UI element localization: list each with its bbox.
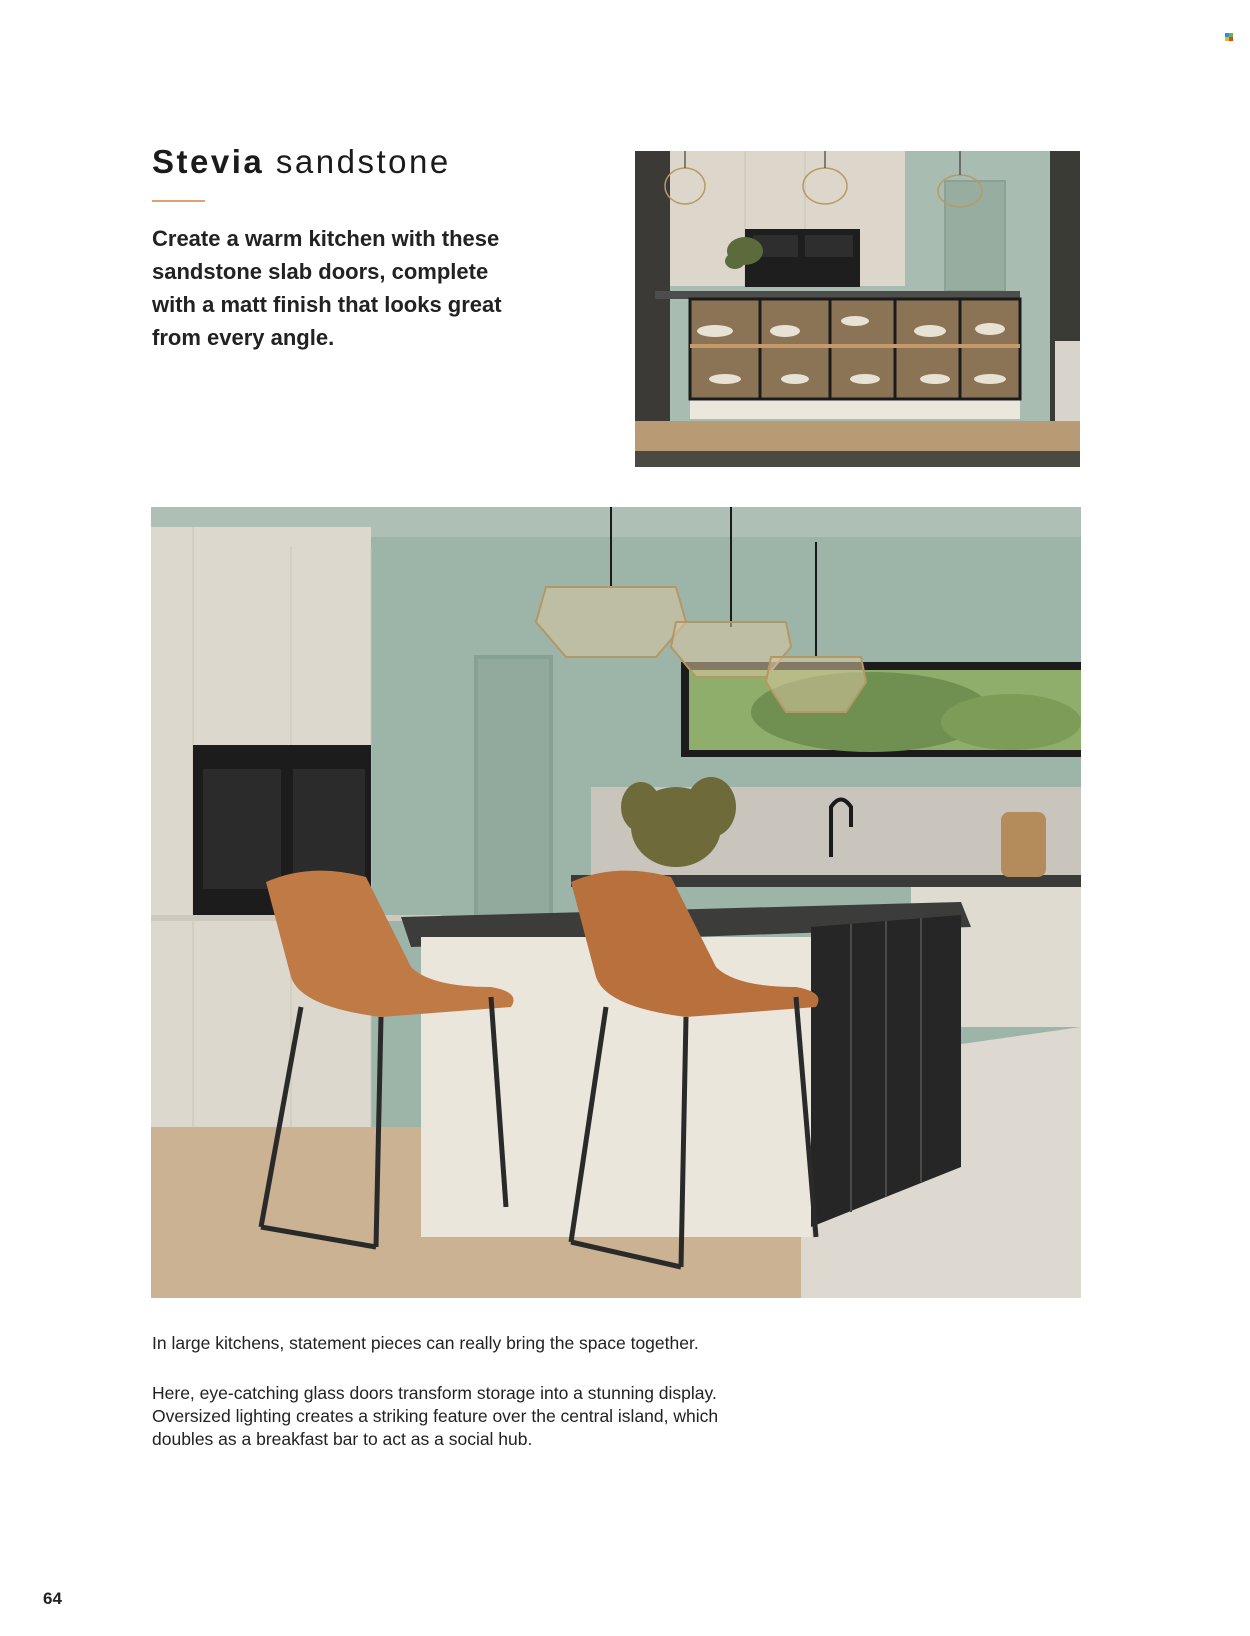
kitchen-main-photo: [151, 507, 1081, 1298]
page-number: 64: [43, 1589, 62, 1608]
accent-rule: [152, 200, 205, 202]
title-bold: Stevia: [152, 143, 265, 180]
page-title: [152, 142, 451, 182]
intro-text: Create a warm kitchen with these sandstone slab doors, complete with a matt finish that looks great from every angle.: [152, 226, 502, 350]
caption-description: Here, eye-catching glass doors transform storage into a stunning display. Oversized lighting creates a striking feature over the central island, which doubles as a breakfast bar to act as a social hub.: [152, 1383, 719, 1449]
caption-statement: In large kitchens, statement pieces can really bring the space together.: [152, 1333, 699, 1353]
brand-logo: [1225, 33, 1233, 41]
title-regular: sandstone: [275, 143, 451, 180]
kitchen-island-photo: [635, 151, 1080, 467]
